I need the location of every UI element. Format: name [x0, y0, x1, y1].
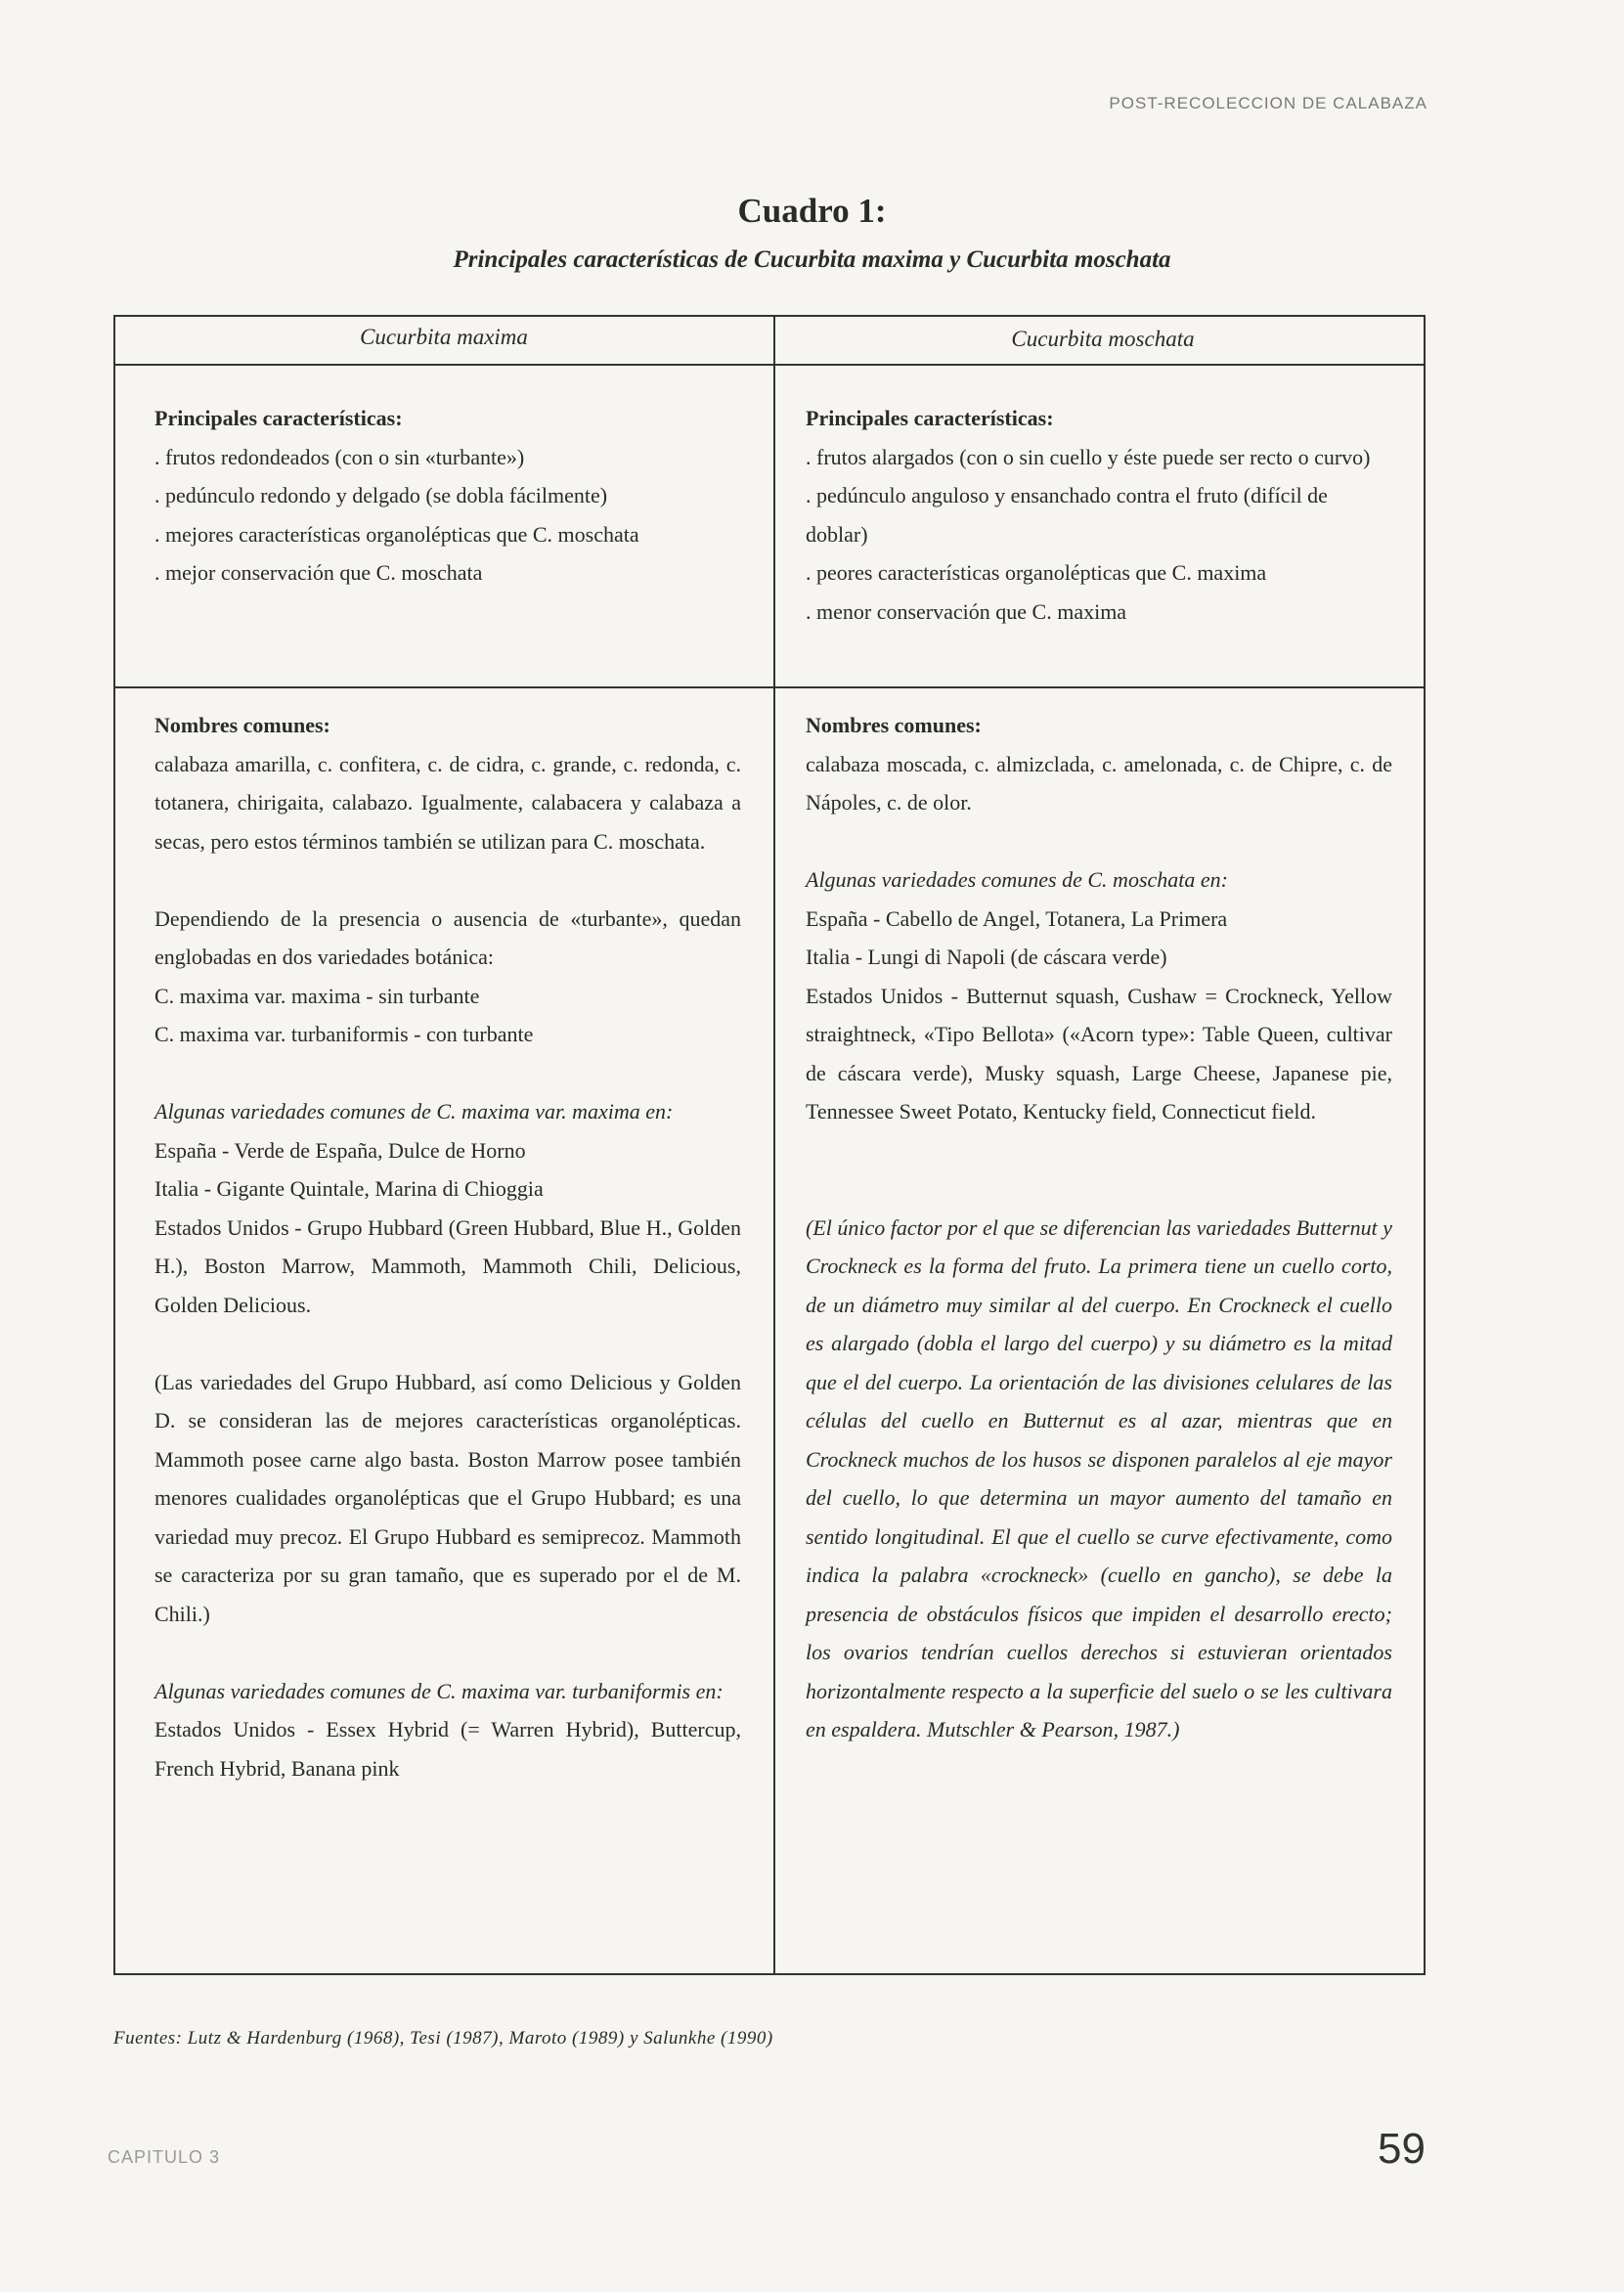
- hubbard-note: (Las variedades del Grupo Hubbard, así como Delicious y Golden D. se consideran las de mejores características organolépticas. Mammoth posee carne algo basta. Boston Marrow posee también menores cualidades organolépticas que el Grupo Hubbard; es una variedad muy precoz. El Grupo Hubbard es semiprecoz. Mammoth se caracteriza por su gran tamaño, que es superado por el de M. Chili.): [154, 1369, 741, 1626]
- section-divider: [115, 686, 1424, 688]
- sources-note: Fuentes: Lutz & Hardenburg (1968), Tesi (1987), Maroto (1989) y Salunkhe (1990): [113, 2028, 773, 2049]
- feature-item: . mejores características organolépticas que C. moschata: [154, 521, 639, 547]
- moschata-features: [806, 399, 1392, 631]
- varieties-heading: Algunas variedades comunes de C. moschata en:: [806, 867, 1228, 892]
- botanical-variety: C. maxima var. maxima - sin turbante: [154, 983, 480, 1008]
- feature-item: . frutos redondeados (con o sin «turbante»): [154, 444, 525, 469]
- comparison-table: [113, 315, 1426, 1975]
- varieties-heading: Algunas variedades comunes de C. maxima var. maxima en:: [154, 1099, 674, 1124]
- table-title: Cuadro 1:: [737, 192, 887, 230]
- botanical-variety: C. maxima var. turbaniformis - con turbante: [154, 1022, 534, 1046]
- page-number: 59: [1378, 2125, 1426, 2173]
- varieties-heading: Algunas variedades comunes de C. maxima var. turbaniformis en:: [154, 1678, 724, 1703]
- features-heading: Principales características:: [806, 406, 1054, 430]
- butternut-crockneck-note: (El único factor por el que se diferencian las variedades Butternut y Crockneck es la forma del fruto. La primera tiene un cuello corto, de un diámetro muy similar al del cuerpo. En Crockneck el cuello es alargado (dobla el largo del cuerpo) y su diámetro es la mitad que el del cuerpo. La orientación de las divisiones celulares de las células del cuello en Butternut es al azar, mientras que en Crockneck muchos de los husos se disponen paralelos al eje mayor del cuello, lo que determina un mayor aumento del tamaño en sentido longitudinal. El que el cuello se curve efectivamente, como indica la palabra «crockneck» (cuello en gancho), se debe la presencia de obstáculos físicos que impiden el desarrollo erecto; los ovarios tendrían cuellos derechos si estuvieran orientados horizontalmente respecto a la superficie del suelo o se les cultivara en espaldera. Mutschler & Pearson, 1987.): [806, 1214, 1392, 1741]
- variety-line: Italia - Lungi di Napoli (de cáscara verde): [806, 945, 1167, 969]
- names-heading: Nombres comunes:: [154, 713, 330, 737]
- variety-line: Estados Unidos - Grupo Hubbard (Green Hubbard, Blue H., Golden H.), Boston Marrow, Mammoth, Mammoth Chili, Delicious, Golden Delicious.: [154, 1214, 741, 1317]
- common-names-text: calabaza amarilla, c. confitera, c. de cidra, c. grande, c. redonda, c. totanera, chirigaita, calabazo. Igualmente, calabacera y calabaza a secas, pero estos términos también se utilizan para C. moschata.: [154, 751, 741, 854]
- variety-line: Estados Unidos - Essex Hybrid (= Warren Hybrid), Buttercup, French Hybrid, Banana pink: [154, 1717, 741, 1781]
- col-header-moschata: Cucurbita moschata: [1011, 327, 1195, 351]
- feature-item: . pedúnculo anguloso y ensanchado contra el fruto (difícil de doblar): [806, 483, 1328, 547]
- variety-line: Italia - Gigante Quintale, Marina di Chioggia: [154, 1176, 544, 1201]
- feature-item: . mejor conservación que C. moschata: [154, 560, 483, 585]
- maxima-features: [154, 399, 761, 593]
- col-header-maxima: Cucurbita maxima: [360, 325, 528, 349]
- botanical-intro: Dependiendo de la presencia o ausencia de «turbante», quedan englobadas en dos variedades botánica:: [154, 905, 741, 969]
- feature-item: . frutos alargados (con o sin cuello y éste puede ser recto o curvo): [806, 444, 1371, 469]
- variety-line: España - Verde de España, Dulce de Horno: [154, 1137, 526, 1163]
- maxima-names: [154, 706, 741, 1787]
- feature-item: . pedúnculo redondo y delgado (se dobla fácilmente): [154, 483, 608, 507]
- running-head: POST-RECOLECCION DE CALABAZA: [1109, 94, 1427, 112]
- chapter-label: CAPITULO 3: [108, 2147, 221, 2167]
- feature-item: . peores características organolépticas que C. maxima: [806, 560, 1267, 585]
- features-heading: Principales características:: [154, 406, 403, 430]
- table-subtitle: Principales características de Cucurbita maxima y Cucurbita moschata: [453, 246, 1171, 273]
- common-names-text: calabaza moscada, c. almizclada, c. amelonada, c. de Chipre, c. de Nápoles, c. de olor.: [806, 751, 1392, 815]
- feature-item: . menor conservación que C. maxima: [806, 598, 1127, 624]
- header-divider: [115, 364, 1424, 366]
- moschata-names: [806, 706, 1392, 1749]
- column-divider: [773, 317, 775, 1973]
- variety-line: Estados Unidos - Butternut squash, Cushaw = Crockneck, Yellow straightneck, «Tipo Bellota» («Acorn type»: Table Queen, cultivar de cáscara verde), Musky squash, Large Cheese, Japanese pie, Tennessee Sweet Potato, Kentucky field, Connecticut field.: [806, 983, 1392, 1124]
- variety-line: España - Cabello de Angel, Totanera, La Primera: [806, 905, 1228, 931]
- names-heading: Nombres comunes:: [806, 713, 982, 737]
